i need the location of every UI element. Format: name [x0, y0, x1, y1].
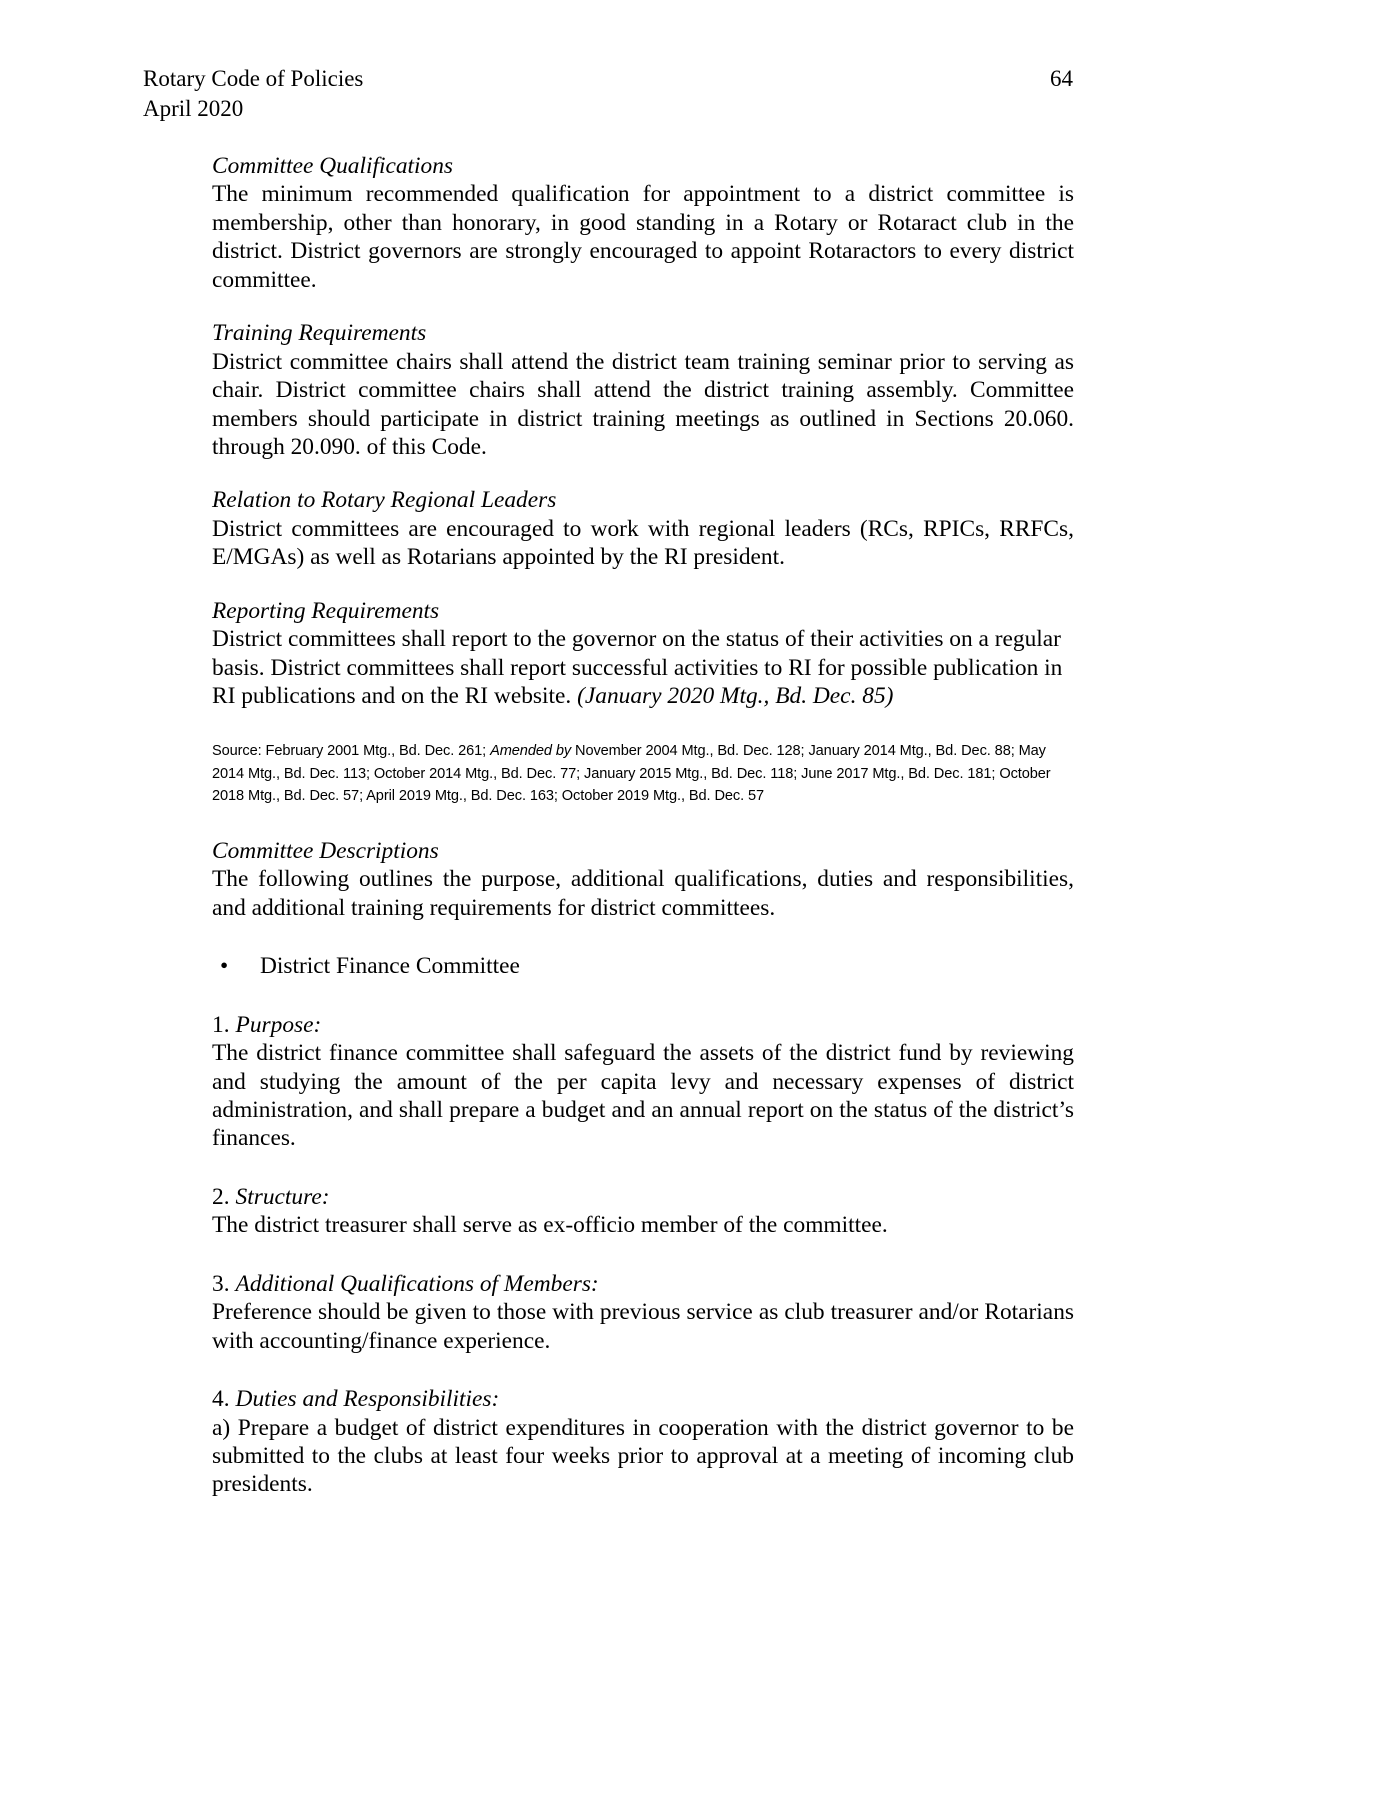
list-item-district-finance-committee — [212, 952, 1074, 980]
spacer — [212, 1240, 1074, 1270]
source-note-label: Source: February 2001 Mtg., Bd. Dec. 261; — [212, 743, 491, 760]
numbered-heading-2 — [212, 1183, 1074, 1211]
numbered-body-1: The district finance committee shall safeguard the assets of the district fund by reviewing and studying the amount of the per capita levy and necessary expenses of district administration, and shall prepare a budget and an annual report on the status of the district’s finances. — [212, 1040, 1074, 1152]
document-date: April 2020 — [143, 95, 244, 121]
numbered-label-4: Duties and Responsibilities: — [235, 1386, 500, 1413]
numbered-body-2: The district treasurer shall serve as ex-officio member of the committee. — [212, 1212, 888, 1239]
numbered-label-1: Purpose: — [235, 1011, 322, 1038]
numbered-label-2: Structure: — [235, 1183, 330, 1210]
numbered-heading-3 — [212, 1270, 1074, 1298]
body-content — [212, 152, 1074, 1499]
numbered-index-3: 3. — [212, 1270, 230, 1297]
spacer — [212, 807, 1074, 837]
page-header-top-row — [143, 64, 1073, 94]
paragraph-committee-descriptions: The following outlines the purpose, additional qualifications, duties and responsibilities, and additional training requirements for district committees. — [212, 866, 1074, 921]
paragraph-relation-regional-leaders: District committees are encouraged to work with regional leaders (RCs, RPICs, RRFCs, E/MGAs) as well as Rotarians appointed by the RI president. — [212, 515, 1074, 571]
spacer — [212, 981, 1074, 1011]
spacer — [212, 1355, 1074, 1385]
reporting-requirements-text: District committees shall report to the governor on the status of their activities on a regular basis. District committees shall report successful activities to RI for possible publication in RI publications and on the RI website. — [212, 626, 1063, 709]
reporting-requirements-citation: (January 2020 Mtg., Bd. Dec. 85) — [577, 683, 894, 709]
heading-committee-qualifications: Committee Qualifications — [212, 153, 454, 179]
spacer — [212, 1153, 1074, 1183]
heading-relation-regional-leaders: Relation to Rotary Regional Leaders — [212, 487, 557, 514]
paragraph-committee-qualifications: The minimum recommended qualification for appointment to a district committee is membership, other than honorary, in good standing in a Rotary or Rotaract club in the district. District governors are strongly encouraged to appoint Rotaractors to every district committee. — [212, 181, 1074, 293]
paragraph-training-requirements: District committee chairs shall attend the district team training seminar prior to serving as chair. District committee chairs shall attend the district training assembly. Committee members should participate in district training meetings as outlined in Sections 20.060. through 20.090. of this Code. — [212, 348, 1074, 460]
heading-committee-descriptions: Committee Descriptions — [212, 837, 439, 864]
numbered-body-3: Preference should be given to those with previous service as club treasurer and/or Rotarians with accounting/finance experience. — [212, 1299, 1074, 1354]
numbered-heading-1 — [212, 1011, 1074, 1039]
page-header — [143, 64, 1073, 124]
source-note-rest: November 2004 Mtg., Bd. Dec. 128; January 2014 Mtg., Bd. Dec. 88; May 2014 Mtg., Bd. Dec. 113; October 2014 Mtg., Bd. Dec. 77; January 2015 Mtg., Bd. Dec. 118; June 2017 Mtg., Bd. Dec. 181; October 2018 Mtg., Bd. Dec. 57; April 2019 Mtg., Bd. Dec. 163; October 2019 Mtg., Bd. Dec. 57 — [212, 743, 1051, 804]
numbered-label-3: Additional Qualifications of Members: — [235, 1270, 599, 1297]
numbered-index-2: 2. — [212, 1183, 230, 1210]
spacer — [212, 572, 1074, 597]
bullet-icon: • — [220, 953, 229, 980]
spacer — [212, 461, 1074, 486]
heading-training-requirements: Training Requirements — [212, 320, 427, 347]
numbered-index-4: 4. — [212, 1386, 230, 1413]
numbered-body-4: a) Prepare a budget of district expenditures in cooperation with the district governor to be submitted to the clubs at least four weeks prior to approval at a meeting of incoming club presidents. — [212, 1414, 1074, 1498]
heading-reporting-requirements: Reporting Requirements — [212, 597, 440, 624]
spacer — [212, 710, 1074, 740]
source-note — [212, 740, 1074, 807]
spacer — [212, 294, 1074, 319]
spacer — [212, 922, 1074, 952]
list-item-label: District Finance Committee — [260, 953, 520, 980]
numbered-index-1: 1. — [212, 1011, 230, 1038]
source-note-amended-by: Amended by — [490, 743, 572, 760]
paragraph-reporting-requirements — [212, 625, 1074, 710]
document-title: Rotary Code of Policies — [143, 66, 364, 91]
page-number: 64 — [1050, 66, 1073, 91]
numbered-heading-4 — [212, 1385, 1074, 1413]
